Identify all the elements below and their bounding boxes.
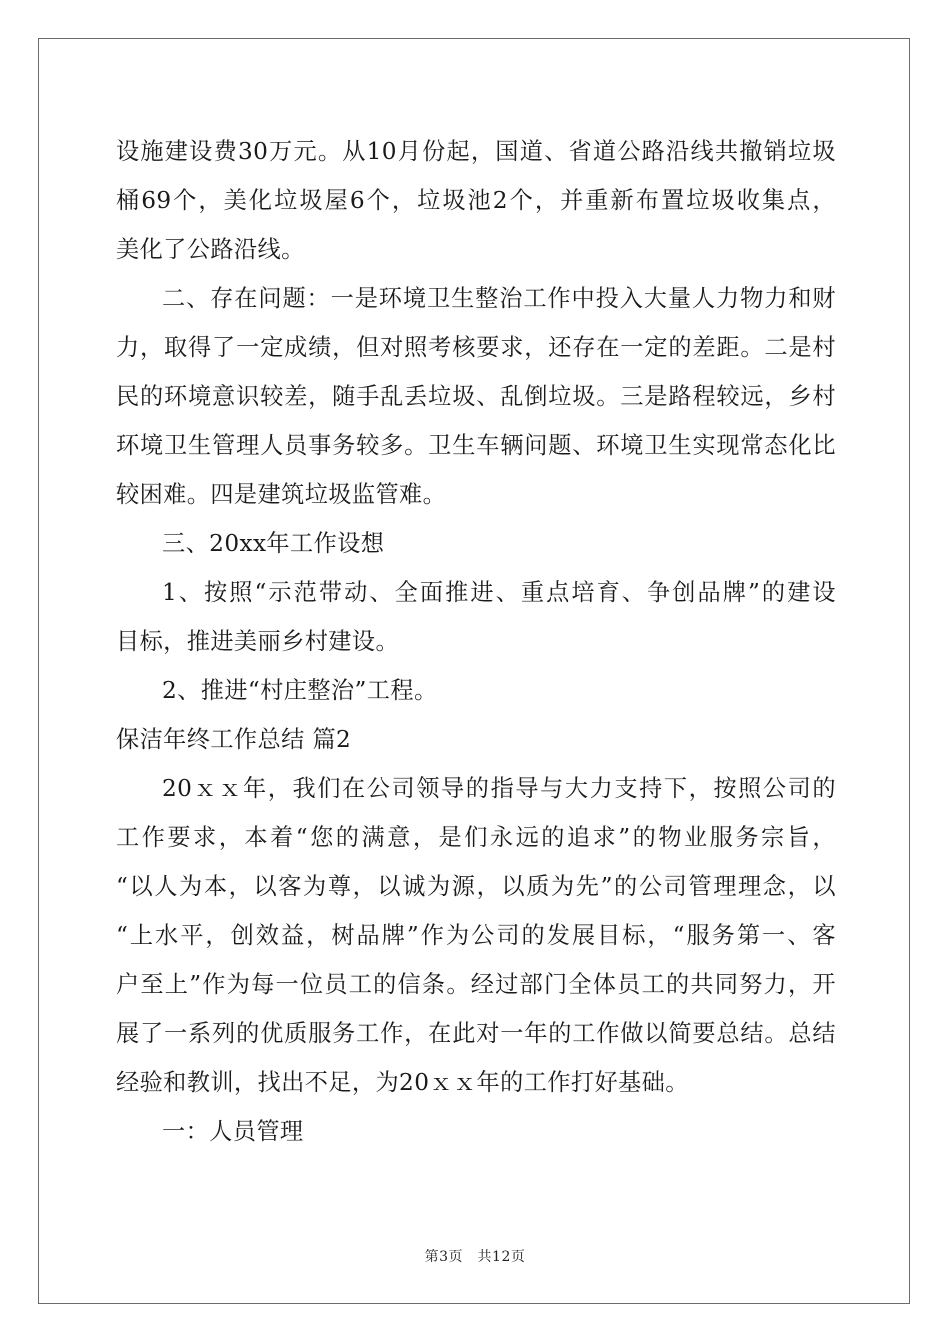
text-line: 三、20xx年工作设想 bbox=[162, 530, 385, 557]
text-line: 20ｘｘ年，我们在公司领导的指导与大力支持下，按照公司的 bbox=[162, 775, 836, 802]
text-line: 环境卫生管理人员事务较多。卫生车辆问题、环境卫生实现常态化比 bbox=[116, 432, 836, 459]
text-line: 2、推进“村庄整治”工程。 bbox=[162, 677, 438, 704]
text-line: 较困难。四是建筑垃圾监管难。 bbox=[116, 481, 447, 508]
text-line: 1、按照“示范带动、全面推进、重点培育、争创品牌”的建设 bbox=[162, 579, 836, 606]
page-footer: 第3页 共12页 bbox=[424, 1249, 526, 1265]
text-line: 目标，推进美丽乡村建设。 bbox=[116, 628, 400, 655]
text-line: 二、存在问题：一是环境卫生整治工作中投入大量人力物力和财 bbox=[162, 285, 836, 312]
text-line: 工作要求，本着“您的满意，是们永远的追求”的物业服务宗旨， bbox=[116, 824, 836, 851]
text-line: 桶69个，美化垃圾屋6个，垃圾池2个，并重新布置垃圾收集点， bbox=[116, 187, 836, 214]
text-line: 展了一系列的优质服务工作，在此对一年的工作做以简要总结。总结 bbox=[116, 1020, 836, 1047]
text-line: 经验和教训，找出不足，为20ｘｘ年的工作打好基础。 bbox=[116, 1069, 689, 1096]
text-line: 设施建设费30万元。从10月份起，国道、省道公路沿线共撤销垃圾 bbox=[116, 138, 836, 165]
text-line: “上水平，创效益，树品牌”作为公司的发展目标，“服务第一、客 bbox=[116, 922, 836, 949]
section-heading: 保洁年终工作总结 篇2 bbox=[116, 726, 352, 753]
document-body bbox=[116, 127, 836, 1156]
text-line: 力，取得了一定成绩，但对照考核要求，还存在一定的差距。二是村 bbox=[116, 334, 836, 361]
text-lines bbox=[116, 127, 836, 1156]
text-line: 民的环境意识较差，随手乱丢垃圾、乱倒垃圾。三是路程较远，乡村 bbox=[116, 383, 836, 410]
text-line: 美化了公路沿线。 bbox=[116, 236, 305, 263]
text-line: “以人为本，以客为尊，以诚为源，以质为先”的公司管理理念，以 bbox=[116, 873, 836, 900]
text-line: 户至上”作为每一位员工的信条。经过部门全体员工的共同努力，开 bbox=[116, 971, 836, 998]
text-line: 一：人员管理 bbox=[162, 1118, 304, 1145]
